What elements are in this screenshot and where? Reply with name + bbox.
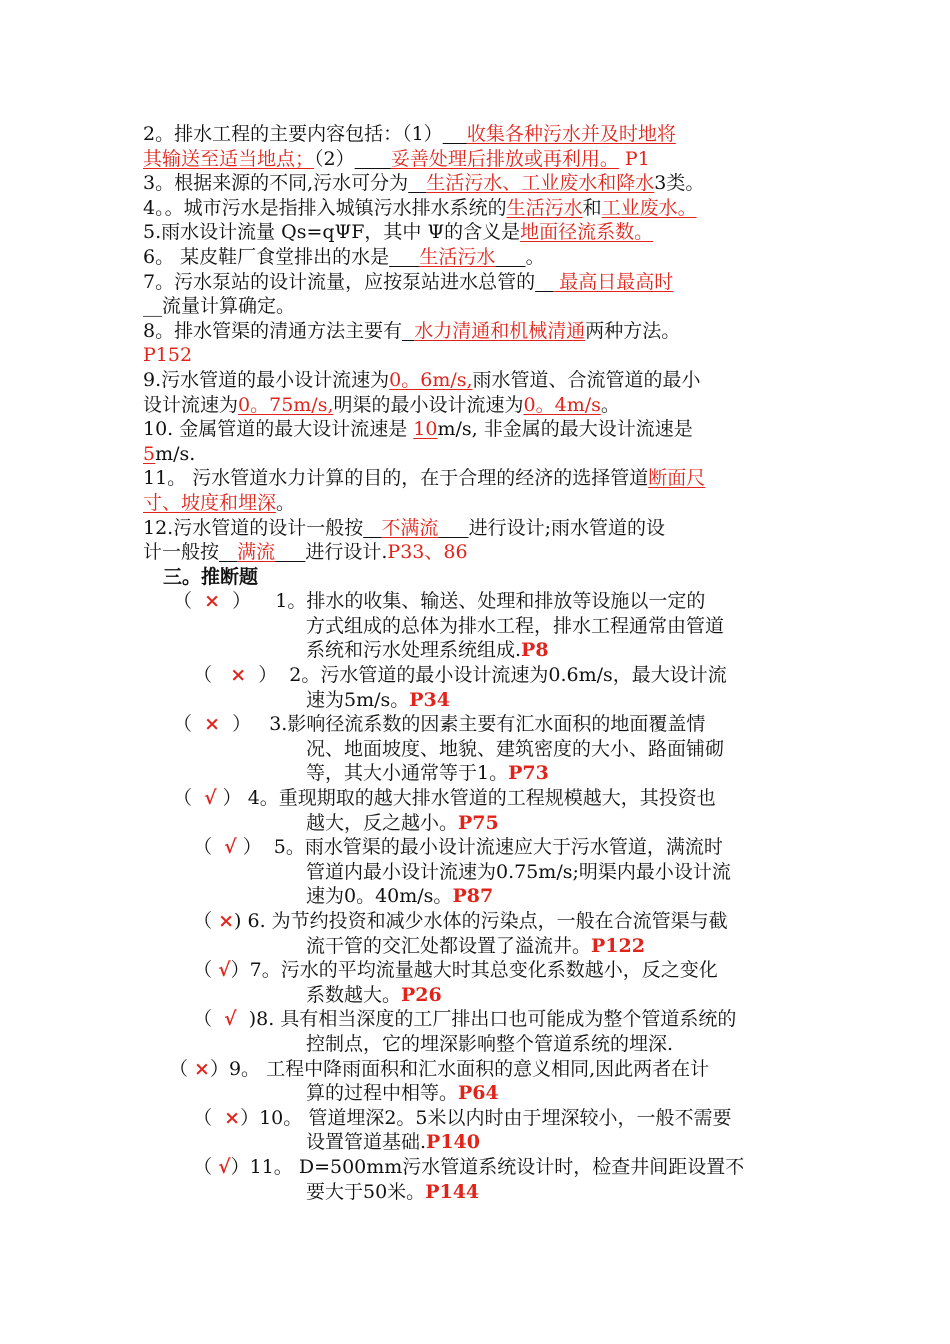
- judge-page-ref: P26: [401, 983, 442, 1006]
- judge-line: [143, 737, 813, 762]
- cross-mark-icon: ×: [218, 910, 235, 932]
- fill-q12-line2: [143, 540, 813, 565]
- q3-text-b: 3类。: [654, 172, 705, 195]
- q9-text-e: 。: [600, 393, 620, 416]
- q11-answer1: 断面尺: [648, 467, 706, 490]
- judge-text: 系数越大。: [306, 983, 402, 1006]
- judge-line: [143, 1155, 813, 1180]
- q5-text: 5.雨水设计流量 Qs=qΨF，其中 Ψ的含义是: [143, 221, 521, 244]
- judge-text: 要大于50米。: [306, 1180, 426, 1203]
- judge-text: 越大，反之越小。: [306, 811, 459, 834]
- q7-text-b: 流量计算确定。: [162, 295, 296, 318]
- judge-bracket-right: ）: [236, 836, 274, 859]
- judge-page-ref: P144: [425, 1180, 480, 1203]
- q10-text-c: m/s.: [155, 442, 196, 465]
- judge-page-ref: P64: [458, 1082, 499, 1105]
- q12-blank4: [275, 541, 305, 563]
- q3-text: 3。根据来源的不同,污水可分为: [143, 172, 409, 195]
- q11-text: 11。 污水管道水力计算的目的，在于合理的经济的选择管道: [143, 467, 649, 490]
- q8-page-ref: P152: [143, 344, 193, 367]
- fill-q5: [143, 220, 813, 245]
- judge-text: 设置管道基础.: [306, 1131, 427, 1154]
- check-mark-icon: √: [224, 1008, 237, 1031]
- judge-item: [143, 909, 813, 958]
- cross-mark-icon: ×: [204, 713, 221, 736]
- q9-answer1: 0。6m/s,: [389, 368, 473, 391]
- q7-answer: 最高日最高时: [553, 270, 674, 293]
- judge-text: D=500mm污水管道系统设计时，检查井间距设置不: [298, 1155, 745, 1178]
- fill-q4: [143, 196, 813, 221]
- fill-q6: [143, 245, 813, 270]
- judge-text: 4。重现期取的越大排水管道的工程规模越大，其投资也: [247, 787, 716, 810]
- judge-bracket-right: ）11。: [230, 1155, 299, 1178]
- fill-q12-line1: [143, 516, 813, 541]
- judge-text: 8. 具有相当深度的工厂排出口也可能成为整个管道系统的: [256, 1008, 737, 1031]
- judge-item: [143, 663, 813, 712]
- judge-page-ref: P140: [426, 1131, 480, 1154]
- q2-blank2: [355, 148, 391, 170]
- q5-answer: 地面径流系数。: [520, 221, 654, 244]
- check-mark-icon: √: [218, 1155, 231, 1178]
- q12-text: 12.污水管道的设计一般按: [143, 516, 364, 539]
- judge-line: [143, 761, 813, 786]
- judge-text: 算的过程中相等。: [306, 1082, 459, 1105]
- q12-page-ref: P33、86: [387, 541, 468, 564]
- judge-page-ref: P122: [591, 934, 645, 957]
- judge-line: [143, 638, 813, 663]
- judge-item: [143, 835, 813, 909]
- judge-line: [143, 835, 813, 860]
- q10-text-b: m/s, 非金属的最大设计流速是: [437, 418, 693, 441]
- judge-line: [143, 860, 813, 885]
- q9-text: 9.污水管道的最小设计流速为: [143, 368, 390, 391]
- judge-text: 6. 为节约投资和减少水体的污染点，一般在合流管渠与截: [247, 910, 728, 932]
- judge-bracket-right: ): [234, 910, 248, 932]
- judge-line: [143, 1130, 813, 1155]
- fill-q9-line1: [143, 368, 813, 393]
- judge-page-ref: P87: [452, 885, 494, 908]
- judge-bracket-left: （: [181, 664, 231, 687]
- q4-answer1: 生活污水: [506, 196, 583, 219]
- fill-q3: [143, 171, 813, 196]
- q12-text-c: 计一般按: [143, 541, 220, 564]
- q8-text: 8。排水管渠的清通方法主要有: [143, 319, 403, 342]
- q8-blank: [402, 320, 414, 342]
- judge-page-ref: P8: [521, 639, 549, 662]
- judge-bracket-right: ): [236, 1008, 257, 1031]
- q7-blank2: __: [143, 295, 162, 318]
- judge-text: 工程中降雨面积和汇水面积的意义相同,因此两者在计: [266, 1057, 710, 1080]
- judge-bracket-right: ）: [216, 787, 248, 810]
- judge-text: 控制点，它的埋深影响整个管道系统的埋深.: [306, 1032, 674, 1055]
- judge-line: [143, 712, 813, 737]
- judge-item: [143, 786, 813, 835]
- judge-bracket-left: （: [181, 959, 219, 982]
- q6-blank2: [495, 246, 525, 268]
- judge-bracket-left: （: [173, 713, 205, 736]
- q2-text-b: （2）: [314, 147, 355, 170]
- q11-answer1-cont: 寸、坡度和埋深: [143, 491, 277, 514]
- judge-line: [143, 909, 813, 934]
- fill-q10-line1: [143, 417, 813, 442]
- judge-item: [143, 712, 813, 786]
- judge-text: 2。污水管道的最小设计流速为0.6m/s，最大设计流: [289, 664, 727, 687]
- judge-line: [143, 614, 813, 639]
- q12-blank1: [363, 517, 381, 539]
- judge-line: [143, 1032, 813, 1057]
- judge-line: [143, 663, 813, 688]
- q2-blank1: [443, 123, 467, 145]
- judge-line: [143, 811, 813, 836]
- q11-text-b: 。: [276, 491, 296, 514]
- q6-blank1: [389, 246, 419, 268]
- judge-line: [143, 1057, 813, 1082]
- q12-blank3: [219, 541, 237, 563]
- judge-item: [143, 589, 813, 663]
- judge-item: [143, 1106, 813, 1155]
- section-title: 三。推断题: [163, 565, 259, 588]
- judge-bracket-left: （: [181, 1008, 225, 1031]
- judge-item: [143, 1057, 813, 1106]
- check-mark-icon: √: [218, 959, 231, 982]
- judge-bracket-right: ）: [246, 664, 290, 687]
- q12-answer1: 不满流: [381, 516, 439, 539]
- judge-line: [143, 786, 813, 811]
- q2-answer1: 收集各种污水并及时地将: [466, 123, 676, 145]
- q6-answer: 生活污水: [419, 245, 496, 268]
- q8-answer: 水力清通和机械清通: [414, 319, 586, 342]
- judge-text: 流干管的交汇处都设置了溢流井。: [306, 934, 592, 957]
- fill-q9-line2: [143, 393, 813, 418]
- judge-text: 管道埋深2。5米以内时由于埋深较小，一般不需要: [308, 1106, 732, 1129]
- q2-page-ref: P1: [618, 147, 650, 170]
- fill-q2-line2: [143, 147, 813, 172]
- judge-text: 速为0。40m/s。: [306, 885, 453, 908]
- judge-page-ref: P75: [458, 811, 499, 834]
- cross-mark-icon: ×: [230, 664, 247, 687]
- fill-q8-line2: [143, 343, 813, 368]
- q12-text-d: 进行设计.: [305, 541, 388, 564]
- q2-answer2: 妥善处理后排放或再利用。: [390, 147, 619, 170]
- q4-answer2: 工业废水。: [601, 196, 697, 219]
- check-mark-icon: √: [204, 787, 217, 810]
- judge-text: 系统和污水处理系统组成.: [306, 639, 522, 662]
- q7-text: 7。污水泵站的设计流量，应按泵站进水总管的: [143, 270, 536, 293]
- check-mark-icon: √: [224, 836, 237, 859]
- judge-line: [143, 1007, 813, 1032]
- q9-answer2: 0。75m/s,: [238, 393, 334, 416]
- judge-bracket-right: ）: [230, 959, 250, 982]
- judge-text: 速为5m/s。: [306, 688, 410, 711]
- judge-page-ref: P73: [508, 762, 549, 785]
- judge-bracket-left: （: [181, 910, 219, 932]
- judge-line: [143, 983, 813, 1008]
- judge-item: [143, 958, 813, 1007]
- q12-answer2: 满流: [237, 541, 276, 564]
- judge-bracket-right: ）: [220, 590, 276, 613]
- fill-q7-line2: [143, 294, 813, 319]
- fill-q7-line1: [143, 270, 813, 295]
- q6-text: 6。 某皮鞋厂食堂排出的水是: [143, 245, 390, 268]
- q10-text: 10. 金属管道的最大设计流速是: [143, 418, 414, 441]
- fill-q11-line2: [143, 491, 813, 516]
- judge-text: 方式组成的总体为排水工程，排水工程通常由管道: [306, 614, 725, 637]
- q12-blank2: [438, 517, 468, 539]
- judge-bracket-left: （: [173, 590, 205, 613]
- q10-answer1: 10: [413, 418, 438, 441]
- judge-item: [143, 1007, 813, 1056]
- q8-text-b: 两种方法。: [585, 319, 681, 342]
- judge-text: 管道内最小设计流速为0.75m/s;明渠内最小设计流: [306, 860, 731, 883]
- fill-q8-line1: [143, 319, 813, 344]
- judge-bracket-left: （: [173, 787, 205, 810]
- judge-bracket-right: ）10。: [240, 1106, 309, 1129]
- judge-line: [143, 1180, 813, 1205]
- judge-text: 3.影响径流系数的因素主要有汇水面积的地面覆盖情: [269, 713, 706, 736]
- judge-bracket-left: （: [181, 1155, 219, 1178]
- q3-answer: 生活污水、工业废水和降水: [426, 172, 655, 195]
- q2-text: 2。排水工程的主要内容包括：（1）: [143, 123, 443, 145]
- judge-bracket-left: （: [181, 836, 225, 859]
- q4-text-mid: 和: [582, 196, 602, 219]
- cross-mark-icon: ×: [204, 590, 221, 613]
- q12-text-b: 进行设计;雨水管道的设: [468, 516, 665, 539]
- judge-line: [143, 884, 813, 909]
- judge-text: 5。雨水管渠的最小设计流速应大于污水管道，满流时: [273, 836, 723, 859]
- q7-blank1: [535, 271, 553, 293]
- judge-bracket-left: （: [169, 1057, 195, 1080]
- q3-blank: [408, 172, 426, 194]
- q9-text-b: 雨水管道、合流管道的最小: [472, 368, 701, 391]
- cross-mark-icon: ×: [194, 1057, 210, 1080]
- judge-text: 等，其大小通常等于1。: [306, 762, 509, 785]
- fill-q2-line1: [143, 122, 813, 147]
- judge-bracket-right: ）: [220, 713, 270, 736]
- judge-line: [143, 1106, 813, 1131]
- document-page: [143, 122, 813, 1204]
- q9-answer3: 0。4m/s: [523, 393, 601, 416]
- judge-line: [143, 1081, 813, 1106]
- judge-text: 1。排水的收集、输送、处理和排放等设施以一定的: [275, 590, 706, 613]
- q2-answer1-cont: 其输送至适当地点；: [143, 147, 315, 170]
- fill-q10-line2: [143, 442, 813, 467]
- judge-line: [143, 589, 813, 614]
- judge-item: [143, 1155, 813, 1204]
- judge-list: [143, 589, 813, 1204]
- q9-text-d: 明渠的最小设计流速为: [333, 393, 524, 416]
- q4-text: 4。。城市污水是指排入城镇污水排水系统的: [143, 196, 507, 219]
- fill-q11-line1: [143, 466, 813, 491]
- q10-answer2: 5: [143, 442, 156, 465]
- judge-line: [143, 934, 813, 959]
- judge-line: [143, 958, 813, 983]
- judge-line: [143, 688, 813, 713]
- judge-bracket-right: ）9。: [209, 1057, 267, 1080]
- judge-text: 7。污水的平均流量越大时其总变化系数越小，反之变化: [249, 959, 718, 982]
- q6-text-b: 。: [525, 245, 545, 268]
- judge-page-ref: P34: [409, 688, 450, 711]
- cross-mark-icon: ×: [224, 1106, 241, 1129]
- judge-bracket-left: （: [181, 1106, 225, 1129]
- judge-text: 况、地面坡度、地貌、建筑密度的大小、路面铺砌: [306, 737, 725, 760]
- q9-text-c: 设计流速为: [143, 393, 239, 416]
